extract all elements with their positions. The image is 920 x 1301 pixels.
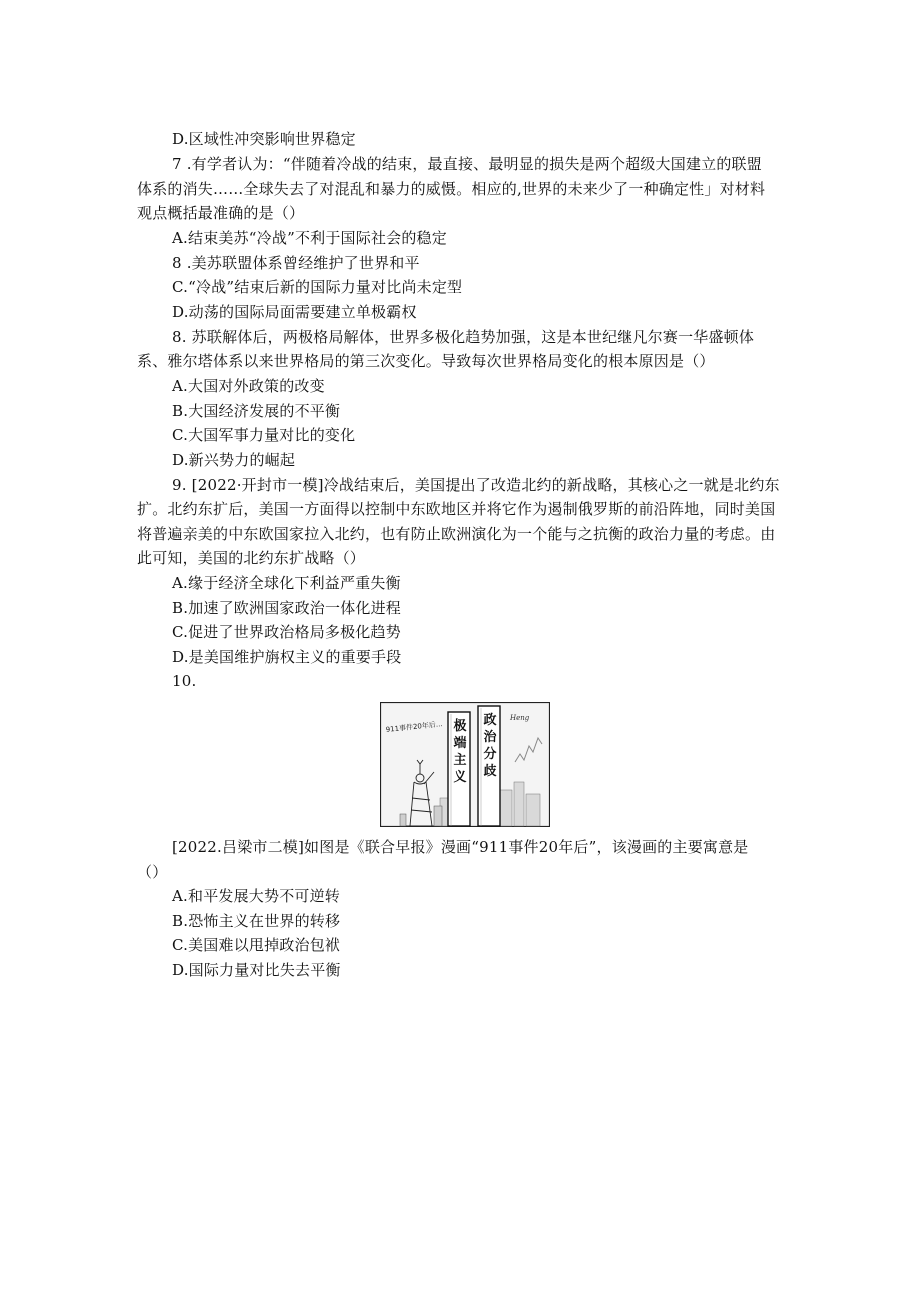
q8-option-b: B.大国经济发展的不平衡 bbox=[172, 402, 341, 420]
q8-option-a: A.大国对外政策的改变 bbox=[172, 377, 325, 395]
q10-option-a: A.和平发展大势不可逆转 bbox=[172, 887, 341, 905]
q8-option-d: D.新兴势力的崛起 bbox=[172, 451, 296, 469]
svg-text:歧: 歧 bbox=[483, 764, 497, 779]
q7-stem-line-2: 体系的消失……全球失去了对混乱和暴力的威慑。相应的,世界的未来少了一种确定性」对材料 bbox=[137, 180, 766, 198]
q9-stem-line-4: 此可知，美国的北约东扩战略（） bbox=[137, 549, 366, 567]
q7-option-b: 8 .美苏联盟体系曾经维护了世界和平 bbox=[172, 254, 420, 272]
svg-text:政: 政 bbox=[483, 713, 497, 728]
q7-stem-line-3: 观点概括最准确的是（） bbox=[137, 204, 305, 222]
q7-option-a: A.结束美苏“冷战”不利于国际社会的稳定 bbox=[172, 229, 447, 247]
q6-option-d: D.区域性冲突影响世界稳定 bbox=[172, 130, 356, 148]
q8-stem-line-1: 8. 苏联解体后，两极格局解体，世界多极化趋势加强，这是本世纪继凡尔赛一华盛顿体 bbox=[172, 328, 755, 346]
q7-option-c: C.“冷战”结束后新的国际力量对比尚未定型 bbox=[172, 278, 463, 296]
q10-option-b: B.恐怖主义在世界的转移 bbox=[172, 912, 341, 930]
svg-text:义: 义 bbox=[453, 770, 467, 785]
q8-stem-line-2: 系、雅尔塔体系以来世界格局的第三次变化。导致每次世界格局变化的根本原因是（） bbox=[137, 352, 715, 370]
q8-option-c: C.大国军事力量对比的变化 bbox=[172, 426, 356, 444]
q10-option-c: C.美国难以甩掉政治包袱 bbox=[172, 936, 341, 954]
q9-stem-line-2: 扩。北约东扩后，美国一方面得以控制中东欧地区并将它作为遏制俄罗斯的前沿阵地，同时美国 bbox=[137, 500, 776, 518]
q9-stem-line-1: 9. [2022·开封市一模]冷战结束后，美国提出了改造北约的新战略，其核心之一就是北约东 bbox=[172, 476, 780, 494]
q9-stem-line-3: 将普遍亲美的中东欧国家拉入北约，也有防止欧洲演化为一个能与之抗衡的政治力量的考虑。由 bbox=[137, 525, 776, 543]
svg-text:治: 治 bbox=[483, 730, 497, 745]
q10-number: 10. bbox=[172, 672, 197, 690]
svg-text:极: 极 bbox=[453, 719, 467, 734]
q7-stem-line-1: 7 .有学者认为：“伴随着冷战的结束，最直接、最明显的损失是两个超级大国建立的联盟 bbox=[172, 155, 762, 173]
q9-option-c: C.促进了世界政治格局多极化趋势 bbox=[172, 623, 401, 641]
q10-option-d: D.国际力量对比失去平衡 bbox=[172, 961, 341, 979]
q10-stem-line-2: （） bbox=[137, 863, 168, 881]
svg-text:分: 分 bbox=[483, 747, 497, 762]
q9-option-d: D.是美国维护旃权主义的重要手段 bbox=[172, 648, 402, 666]
q7-option-d: D.动荡的国际局面需要建立单极霸权 bbox=[172, 303, 417, 321]
svg-text:主: 主 bbox=[453, 753, 467, 768]
svg-text:端: 端 bbox=[453, 736, 467, 751]
cartoon-image bbox=[380, 702, 550, 827]
q10-stem-line-1: [2022.吕梁市二模]如图是《联合早报》漫画“911事件20年后”，该漫画的主要寓意是 bbox=[172, 838, 749, 856]
q9-option-b: B.加速了欧洲国家政治一体化进程 bbox=[172, 599, 401, 617]
cartoon-signature: Heng bbox=[510, 714, 530, 722]
q9-option-a: A.缘于经济全球化下利益严重失衡 bbox=[172, 574, 401, 592]
cartoon-caption: 911事件20年后... bbox=[385, 720, 443, 734]
